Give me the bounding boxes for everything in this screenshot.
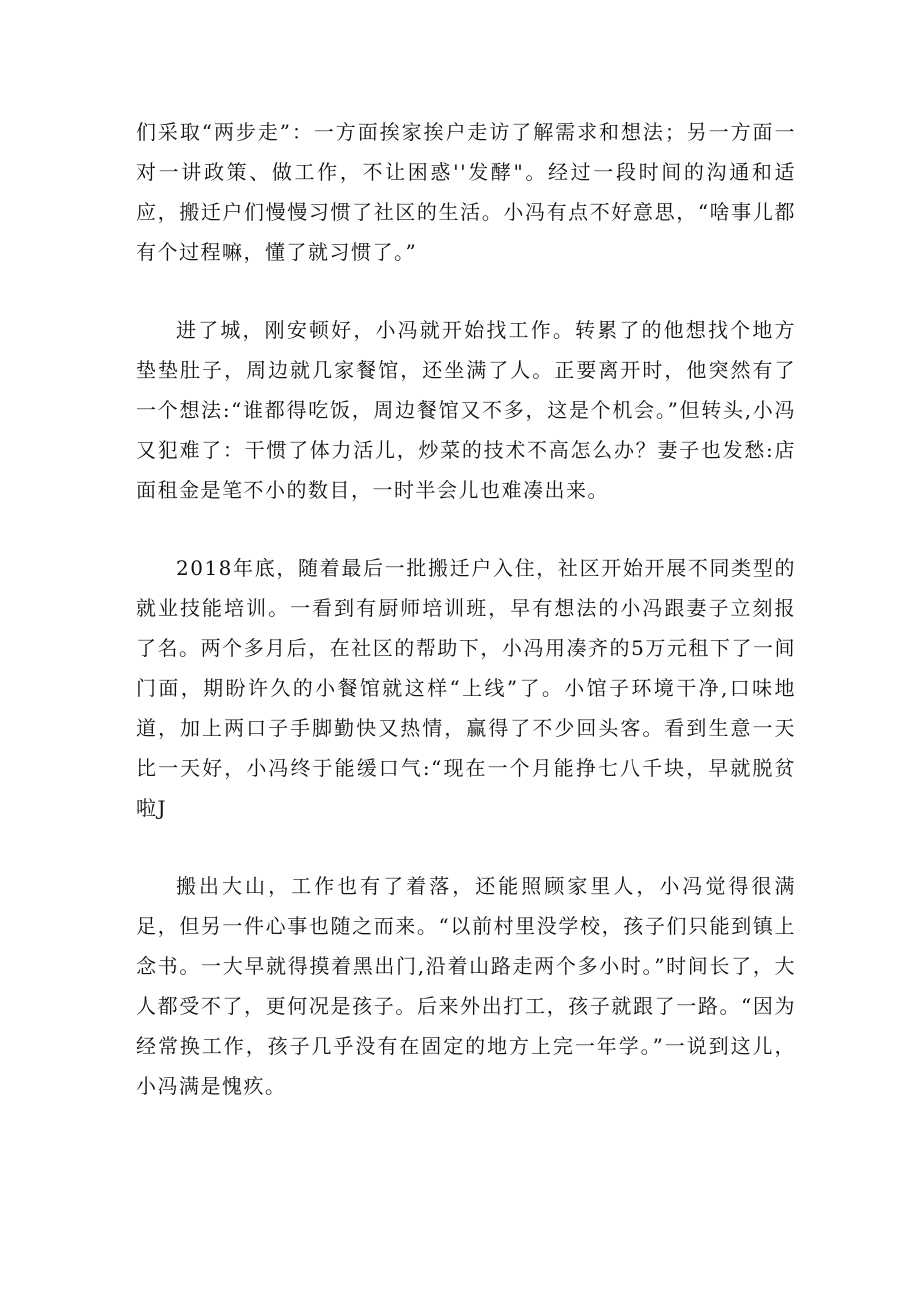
paragraph-4: 搬出大山，工作也有了着落，还能照顾家里人，小冯觉得很满足，但另一件心事也随之而来。“以前村里没学校，孩子们只能到镇上念书。一大早就得摸着黑出门,沿着山路走两个多小时。”时间长了，大人都受不了，更何况是孩子。后来外出打工，孩子就跟了一路。“因为经常换工作，孩子几乎没有在固定的地方上完一年学。”一说到这儿，小冯满是愧疚。 (136, 874, 796, 1098)
paragraph-3: 2018年底，随着最后一批搬迁户入住，社区开始开展不同类型的就业技能培训。一看到有厨师培训班，早有想法的小冯跟妻子立刻报了名。两个多月后，在社区的帮助下，小冯用凑齐的5万元租下了一间门面，期盼许久的小餐馆就这样“上线”了。小馆子环境干净,口味地道，加上两口子手脚勤快又热情，赢得了不少回头客。看到生意一天比一天好，小冯终于能缓口气:“现在一个月能挣七八千块，早就脱贫啦J (136, 556, 796, 820)
paragraph-2: 进了城，刚安顿好，小冯就开始找工作。转累了的他想找个地方垫垫肚子，周边就几家餐馆，还坐满了人。正要离开时，他突然有了一个想法:“谁都得吃饭，周边餐馆又不多，这是个机会。”但转头,小冯又犯难了：干惯了体力活儿，炒菜的技术不高怎么办？妻子也发愁:店面租金是笔不小的数目，一时半会儿也难凑出来。 (136, 318, 796, 502)
document-body (136, 112, 796, 1144)
paragraph-1: 们采取“两步走”：一方面挨家挨户走访了解需求和想法；另一方面一对一讲政策、做工作，不让困惑''发酵"。经过一段时间的沟通和适应，搬迁户们慢慢习惯了社区的生活。小冯有点不好意思，“啥事儿都有个过程嘛，懂了就习惯了。” (136, 120, 796, 264)
